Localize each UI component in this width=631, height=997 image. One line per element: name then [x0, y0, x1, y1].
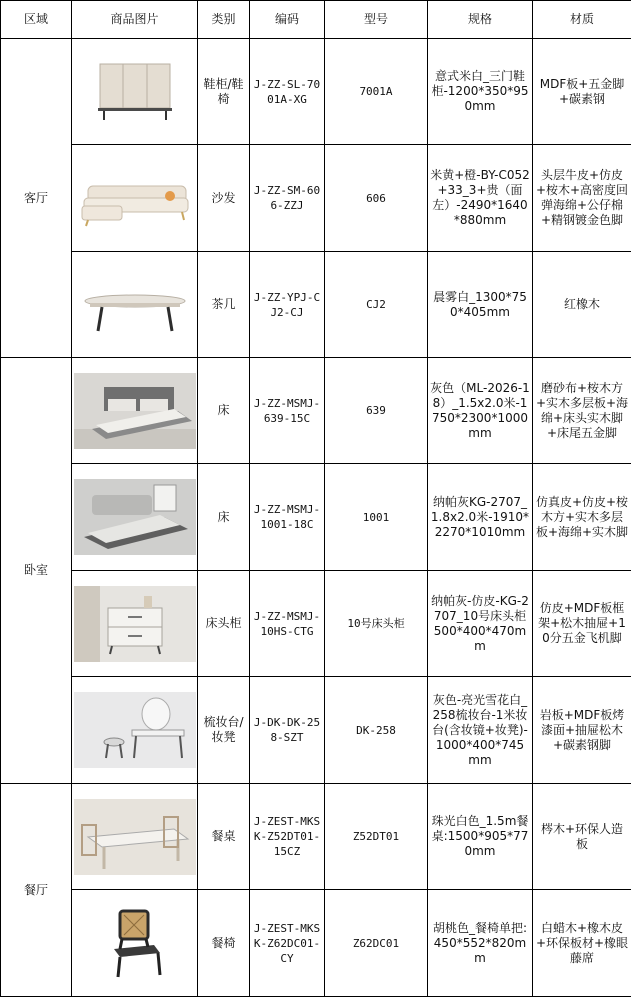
model-cell: Z52DT01 — [325, 784, 428, 890]
bed-photo — [74, 373, 196, 449]
header-model: 型号 — [325, 1, 428, 39]
category-cell: 鞋柜/鞋椅 — [198, 39, 250, 145]
product-image-cell — [72, 39, 198, 145]
header-code: 编码 — [250, 1, 325, 39]
product-image-cell — [72, 677, 198, 784]
spec-cell: 纳帕灰KG-2707_1.8x2.0米-1910*2270*1010mm — [428, 464, 533, 571]
material-cell: 红橡木 — [533, 252, 631, 358]
category-cell: 餐桌 — [198, 784, 250, 890]
product-image-cell — [72, 784, 198, 890]
material-cell: 仿真皮+仿皮+桉木方+实木多层板+海绵+实木脚 — [533, 464, 631, 571]
spec-cell: 晨雾白_1300*750*405mm — [428, 252, 533, 358]
header-category: 类别 — [198, 1, 250, 39]
header-material: 材质 — [533, 1, 631, 39]
model-cell: 606 — [325, 145, 428, 252]
shoe-cabinet-photo — [74, 54, 196, 130]
spec-cell: 珠光白色_1.5m餐桌:1500*905*770mm — [428, 784, 533, 890]
material-cell: 仿皮+MDF板框架+松木抽屉+10分五金飞机脚 — [533, 571, 631, 677]
dressing-table-photo — [74, 692, 196, 768]
category-cell: 床 — [198, 358, 250, 464]
header-spec: 规格 — [428, 1, 533, 39]
table-row — [1, 464, 631, 571]
material-cell: 白蜡木+橡木皮+环保板材+橡眼藤席 — [533, 890, 631, 997]
table-row — [1, 571, 631, 677]
material-cell: 岩板+MDF板烤漆面+抽屉松木+碳素钢脚 — [533, 677, 631, 784]
code-cell: J-ZEST-MKSK-Z52DT01-15CZ — [250, 784, 325, 890]
material-cell: 梣木+环保人造板 — [533, 784, 631, 890]
table-row — [1, 677, 631, 784]
category-cell: 餐椅 — [198, 890, 250, 997]
spec-cell: 灰色-亮光雪花白_258梳妆台-1米妆台(含妆镜+妆凳)-1000*400*745mm — [428, 677, 533, 784]
material-cell: MDF板+五金脚+碳素钢 — [533, 39, 631, 145]
material-cell: 磨砂布+桉木方+实木多层板+海绵+床头实木脚+床尾五金脚 — [533, 358, 631, 464]
code-cell: J-ZZ-MSMJ-639-15C — [250, 358, 325, 464]
table-row — [1, 358, 631, 464]
code-cell: J-ZZ-MSMJ-10HS-CTG — [250, 571, 325, 677]
category-cell: 床头柜 — [198, 571, 250, 677]
product-image-cell — [72, 358, 198, 464]
table-row — [1, 252, 631, 358]
table-row — [1, 890, 631, 997]
table-row — [1, 784, 631, 890]
product-image-cell — [72, 145, 198, 252]
bed-photo — [74, 479, 196, 555]
region-cell-dining: 餐厅 — [1, 784, 72, 997]
spec-cell: 意式米白_三门鞋柜-1200*350*950mm — [428, 39, 533, 145]
table-row — [1, 39, 631, 145]
product-image-cell — [72, 890, 198, 997]
spec-cell: 灰色（ML-2026-18）_1.5x2.0米-1750*2300*1000mm — [428, 358, 533, 464]
code-cell: J-ZZ-YPJ-CJ2-CJ — [250, 252, 325, 358]
model-cell: DK-258 — [325, 677, 428, 784]
model-cell: Z62DC01 — [325, 890, 428, 997]
code-cell: J-ZZ-MSMJ-1001-18C — [250, 464, 325, 571]
model-cell: 7001A — [325, 39, 428, 145]
category-cell: 茶几 — [198, 252, 250, 358]
material-cell: 头层牛皮+仿皮+桉木+高密度回弹海绵+公仔棉+精钢镀金色脚 — [533, 145, 631, 252]
header-image: 商品图片 — [72, 1, 198, 39]
model-cell: 10号床头柜 — [325, 571, 428, 677]
table-row — [1, 145, 631, 252]
spec-cell: 胡桃色_餐椅单把:450*552*820mm — [428, 890, 533, 997]
code-cell: J-ZEST-MKSK-Z62DC01-CY — [250, 890, 325, 997]
spec-cell: 米黄+橙-BY-C052+33_3+贵（面左）-2490*1640*880mm — [428, 145, 533, 252]
coffee-table-photo — [74, 267, 196, 343]
sofa-photo — [74, 160, 196, 236]
product-image-cell — [72, 571, 198, 677]
code-cell: J-ZZ-SM-606-ZZJ — [250, 145, 325, 252]
model-cell: 1001 — [325, 464, 428, 571]
category-cell: 床 — [198, 464, 250, 571]
category-cell: 梳妆台/妆凳 — [198, 677, 250, 784]
region-cell-living: 客厅 — [1, 39, 72, 358]
code-cell: J-ZZ-SL-7001A-XG — [250, 39, 325, 145]
header-row — [1, 1, 631, 39]
spec-cell: 纳帕灰-仿皮-KG-2707_10号床头柜 500*400*470mm — [428, 571, 533, 677]
model-cell: 639 — [325, 358, 428, 464]
nightstand-photo — [74, 586, 196, 662]
region-cell-bedroom: 卧室 — [1, 358, 72, 784]
product-image-cell — [72, 464, 198, 571]
code-cell: J-DK-DK-258-SZT — [250, 677, 325, 784]
category-cell: 沙发 — [198, 145, 250, 252]
model-cell: CJ2 — [325, 252, 428, 358]
dining-table-photo — [74, 799, 196, 875]
product-image-cell — [72, 252, 198, 358]
header-region: 区域 — [1, 1, 72, 39]
dining-chair-photo — [74, 905, 196, 981]
